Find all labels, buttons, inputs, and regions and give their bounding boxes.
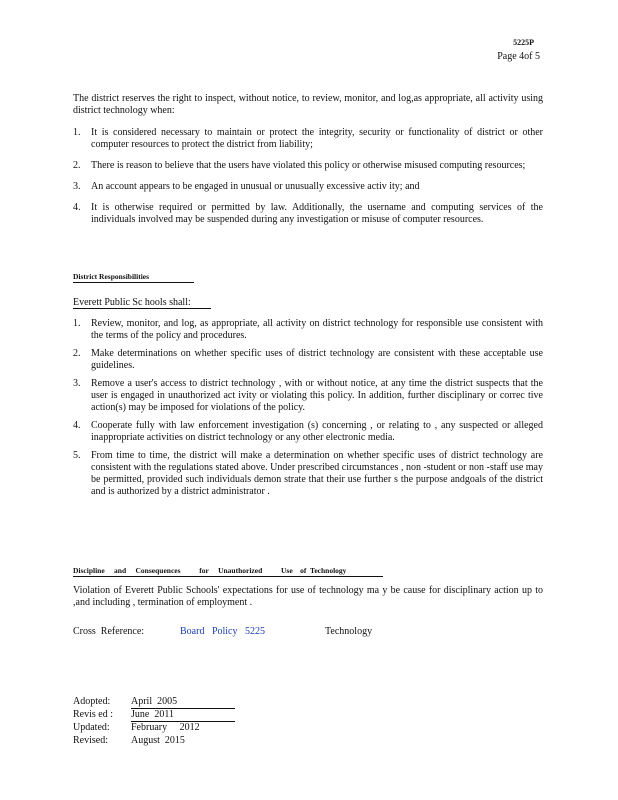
policy-code: 5225P bbox=[513, 38, 534, 47]
list-item: 2. Make determinations on whether specific uses of district technology are consistent with these acceptable use guidelines. bbox=[73, 348, 543, 371]
district-subheading: Everett Public Sc hools shall: bbox=[73, 297, 211, 309]
cross-reference-title: Technology bbox=[325, 626, 373, 637]
list-item: 3. An account appears to be engaged in unusual or unusually excessive activ ity; and bbox=[73, 181, 420, 192]
date-row: Updated: February 2012 bbox=[73, 722, 200, 733]
list-item: 4. Cooperate fully with law enforcement investigation (s) concerning , or relating to , any suspected or alleged inappropriate activities on district technology or any other electronic media. bbox=[73, 420, 543, 443]
intro-paragraph: The district reserves the right to inspect, without notice, to review, monitor, and log,as appropriate, all activity using district technology when: bbox=[73, 93, 543, 116]
district-list bbox=[73, 318, 543, 498]
discipline-heading: Discipline and Consequences for Unauthorized Use of Technology bbox=[73, 566, 383, 577]
intro-list bbox=[73, 127, 543, 226]
date-row: Revised: August 2015 bbox=[73, 735, 185, 746]
page-number: Page 4of 5 bbox=[497, 51, 540, 62]
list-item: 4. It is otherwise required or permitted by law. Additionally, the username and computing services of the individuals involved may be suspended during any investigation or misuse of computer resources. bbox=[73, 202, 543, 225]
discipline-paragraph: Violation of Everett Public Schools' expectations for use of technology ma y be cause for disciplinary action up to ,and including , termination of employment . bbox=[73, 585, 543, 608]
list-item: 2. There is reason to believe that the users have violated this policy or otherwise misused computing resources; bbox=[73, 160, 526, 171]
list-item: 3. Remove a user's access to district technology , with or without notice, at any time the district suspects that the user is engaged in unauthorized act ivity or violating this policy. In addition, further disciplinary or correc tive action(s) may be imposed for violations of the policy. bbox=[73, 378, 543, 413]
cross-reference-label: Cross Reference: bbox=[73, 626, 145, 637]
district-responsibilities-heading: District Responsibilities bbox=[73, 272, 194, 283]
date-row: Adopted: April 2005 bbox=[73, 695, 273, 708]
revision-history bbox=[73, 695, 273, 747]
board-policy-link[interactable]: Board Policy 5225 bbox=[180, 626, 265, 637]
list-item: 1. It is considered necessary to maintain or protect the integrity, security or functionality of district or other computer resources to protect the district from liability; bbox=[73, 127, 543, 150]
list-item: 5. From time to time, the district will make a determination on whether specific uses of district technology are consistent with the regulations stated above. Under prescribed circumstances , non -student or non -staff use may be permitted, provided such individuals demon strate that their use further s the purpose andgoals of the district and is authorized by a district administrator . bbox=[73, 450, 543, 497]
list-item: 1. Review, monitor, and log, as appropriate, all activity on district technology for responsible use consistent with the terms of the policy and procedures. bbox=[73, 318, 543, 341]
date-row: Revis ed : June 2011 bbox=[73, 708, 273, 721]
